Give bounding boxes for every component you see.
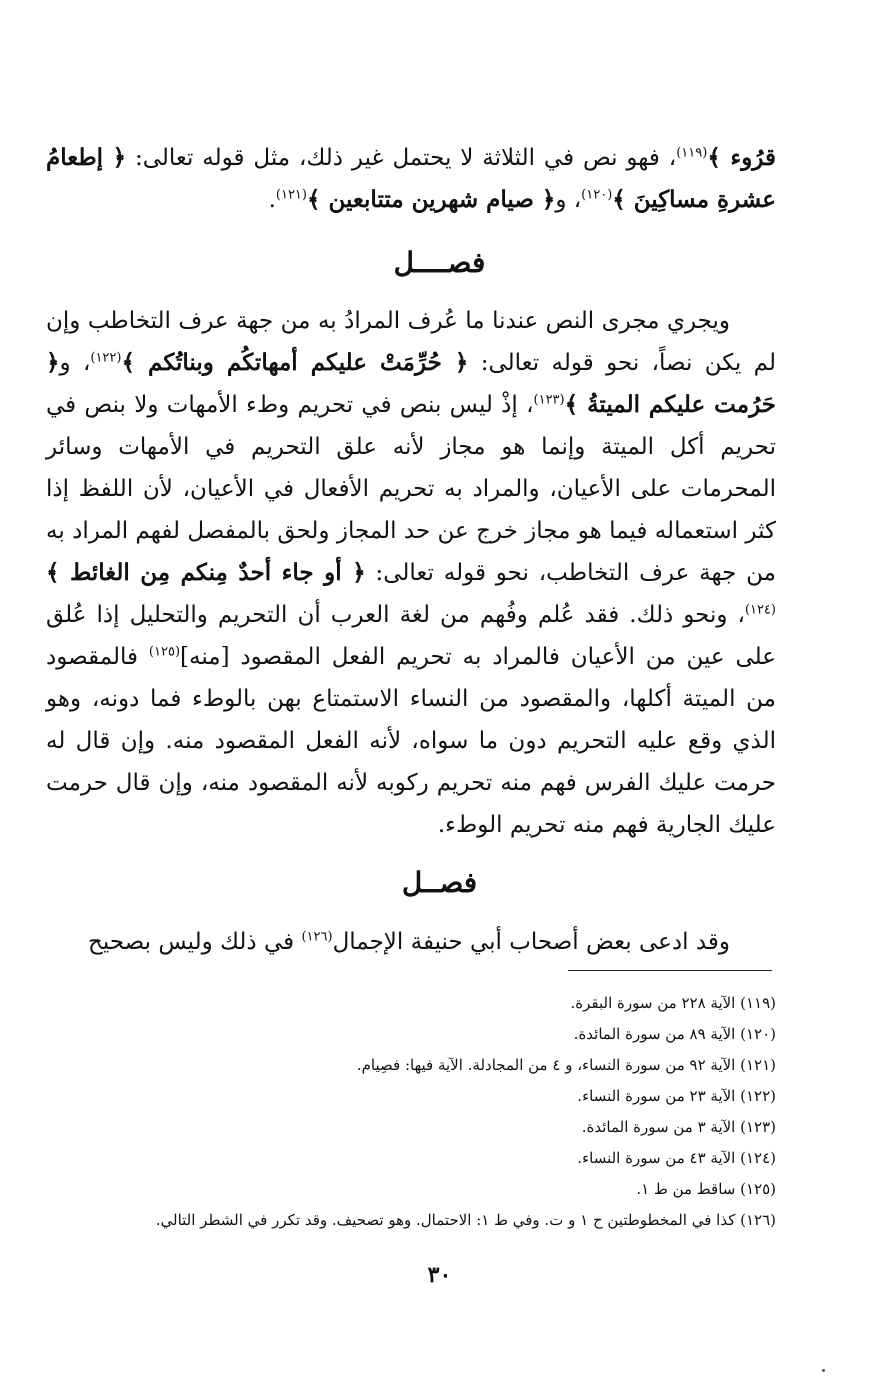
footnote-separator (568, 970, 772, 971)
footnote: (١٢٠) الآية ٨٩ من سورة المائدة. (573, 1025, 776, 1043)
body-text: ، ونحو ذلك. فقد عُلم وفُهم من لغة العرب أن التحريم والتحليل إذا عُلق على عين من الأعيان فالمراد به تحريم الفعل المقصود [منه] (46, 602, 777, 670)
footnote-marker: (١٢٥) (148, 644, 181, 660)
footnote-marker: (١٢٠) (581, 187, 613, 203)
body-text: ، فهو نص في الثلاثة لا يحتمل غير ذلك، مثل قوله تعالى: (126, 145, 677, 171)
paragraph-section-one (46, 300, 776, 846)
footnote: (١٢٥) ساقط من ط ١. (636, 1180, 776, 1198)
page-number: ٣٠ (427, 1262, 452, 1288)
quran-quote: ﴿ إطعامُ عشرةِ مساكِينَ ﴾ (46, 144, 776, 213)
footnote: (١٢١) الآية ٩٢ من سورة النساء، و ٤ من المجادلة. الآية فيها: فصِيام. (356, 1056, 776, 1074)
quran-quote: ﴿ صيام شهرين متتابعين ﴾ (307, 186, 556, 213)
body-text: فالمقصود من الميتة أكلها، والمقصود من النساء الاستمتاع بهن بالوطء فما دونه، وهو الذي وقع عليه التحريم دون ما سواه، لأنه الفعل المقصود منه. وإن قال له حرمت عليك الفرس فهم منه تحريم ركوبه لأنه المقصود منه، وإن قال حرمت عليك الجارية فهم منه تحريم الوطء. (46, 644, 776, 838)
footnote-marker: (١١٩) (676, 145, 708, 161)
scan-speck (822, 1369, 825, 1372)
footnote: (١١٩) الآية ٢٢٨ من سورة البقرة. (570, 994, 776, 1012)
paragraph-section-two (46, 921, 776, 963)
footnote-marker: (١٢٢) (90, 350, 122, 366)
quran-quote: ﴿ أو جاء أحدٌ مِنكم مِن الغائط ﴾ (46, 559, 366, 586)
footnote-marker: (١٢٣) (533, 392, 565, 408)
footnote-marker: (١٢١) (275, 187, 307, 203)
body-text: ، و (555, 187, 582, 213)
body-text: في ذلك وليس بصحيح (88, 929, 302, 955)
body-text: . (268, 187, 276, 213)
footnote: (١٢٤) الآية ٤٣ من سورة النساء. (577, 1149, 776, 1167)
quran-quote: قرُوء ﴾ (707, 144, 776, 171)
footnote-marker: (١٢٦) (301, 929, 333, 945)
quran-quote: ﴿ حُرِّمَتْ عليكم أمهاتكُم وبناتُكم ﴾ (121, 349, 469, 376)
footnote: (١٢٢) الآية ٢٣ من سورة النساء. (577, 1087, 776, 1105)
paragraph-continuation (46, 137, 776, 221)
footnote-marker: (١٢٤) (744, 602, 776, 618)
body-text: وقد ادعى بعض أصحاب أبي حنيفة الإجمال (332, 929, 730, 955)
footnotes-list (46, 988, 776, 1236)
footnote: (١٢٦) كذا في المخطوطتين ح ١ و ت. وفي ط ١: الاحتمال. وهو تصحيف. وقد تكرر في الشطر التالي. (155, 1211, 776, 1229)
section-heading: فصــل (401, 866, 478, 899)
body-text: ، إذْ ليس بنص في تحريم وطء الأمهات ولا بنص في تحريم أكل الميتة وإنما هو مجاز لأنه علق التحريم في الأمهات وسائر المحرمات على الأعيان، والمراد به تحريم الأفعال في الأعيان، لأن اللفظ إذا كثر استعماله فيما هو مجاز خرج عن حد المجاز ولحق بالمفصل لفهم المراد به من جهة عرف التخاطب، نحو قوله تعالى: (46, 392, 776, 586)
section-heading: فصــــل (393, 246, 486, 279)
quran-quote: ﴿ حَرُمت عليكم الميتةُ ﴾ (46, 349, 776, 418)
footnote: (١٢٣) الآية ٣ من سورة المائدة. (581, 1118, 776, 1136)
body-text: ، و (59, 350, 91, 376)
body-text: ويجري مجرى النص عندنا ما عُرف المرادُ به من جهة عرف التخاطب وإن لم يكن نصاً، نحو قوله تعالى: (46, 308, 776, 376)
